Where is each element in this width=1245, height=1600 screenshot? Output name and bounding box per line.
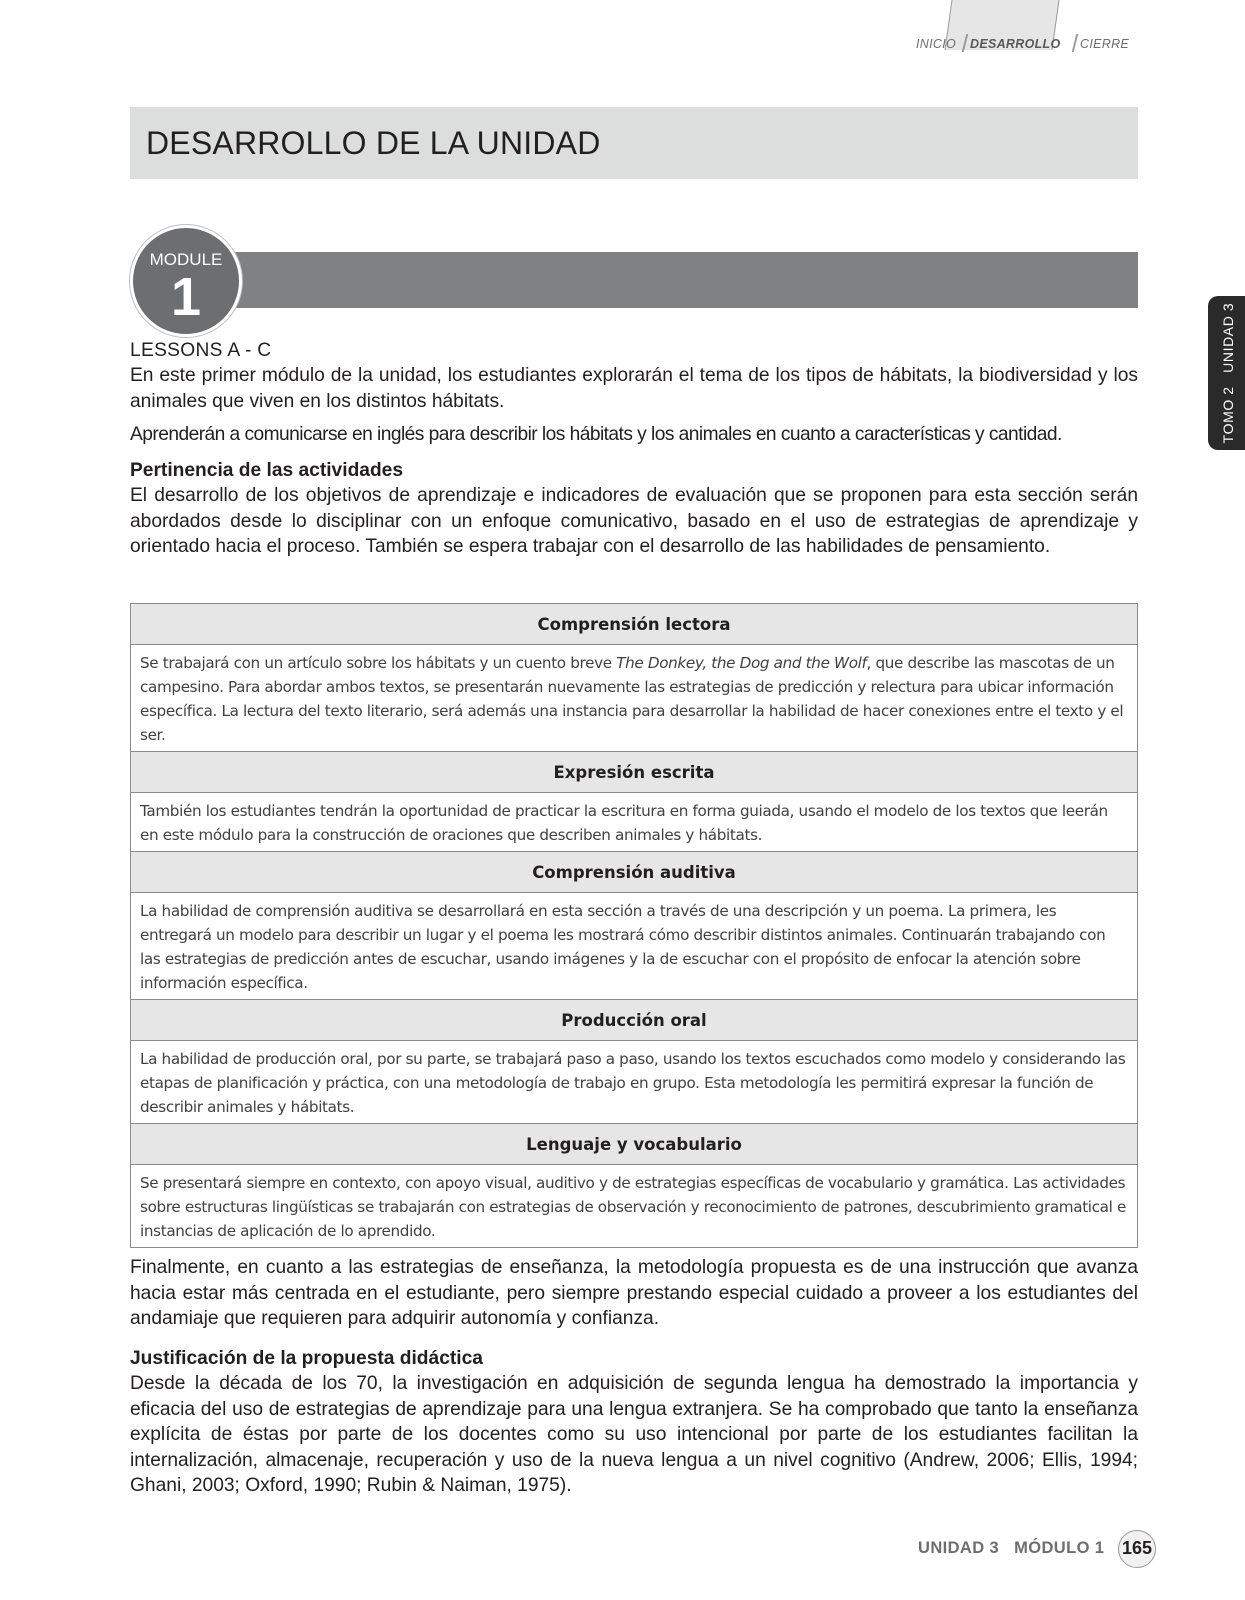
- skill-heading-produccion-oral: Producción oral: [131, 1000, 1137, 1041]
- module-badge: [130, 225, 242, 337]
- lessons-paragraph-2: Aprenderán a comunicarse en inglés para describir los hábitats y los animales en cuanto a características y cantidad.: [130, 424, 1062, 445]
- lessons-paragraph-1: En este primer módulo de la unidad, los estudiantes explorarán el tema de los tipos de hábitats, la biodiversidad y los animales que viven en los distintos hábitats.: [130, 365, 1138, 412]
- volume-unit-label: TOMO 2 UNIDAD 3: [1220, 302, 1236, 444]
- justificacion-body: Desde la década de los 70, la investigación en adquisición de segunda lengua ha demostrado la importancia y eficacia del uso de estrategias de aprendizaje para una lengua extranjera. Se ha comprobado que tanto la enseñanza explícita de éstas por parte de los docentes como su uso intencional por parte de los estudiantes facilitan la internalización, almacenaje, recuperación y uso de la nueva lengua a un nivel cognitivo (Andrew, 2006; Ellis, 1994; Ghani, 2003; Oxford, 1990; Rubin & Naiman, 1975).: [130, 1373, 1138, 1496]
- nav-separator: [1072, 34, 1078, 52]
- skill-text-part: Se trabajará con un artículo sobre los hábitats y un cuento breve: [140, 654, 617, 672]
- skill-heading-comprension-auditiva: Comprensión auditiva: [131, 852, 1137, 893]
- volume-unit-tab: [1208, 296, 1245, 450]
- skill-text-lenguaje-vocabulario: Se presentará siempre en contexto, con apoyo visual, auditivo y de estrategias específicas de vocabulario y gramática. Las actividades sobre estructuras lingüísticas se trabajarán con estrategias de observación y reconocimiento de patrones, descubrimiento gramatical e instancias de aplicación de lo aprendido.: [140, 1174, 1126, 1240]
- module-number: 1: [170, 267, 202, 327]
- justificacion-section: [130, 1346, 1138, 1499]
- skill-text-comprension-lectora: [131, 645, 1137, 752]
- lessons-heading: LESSONS A - C: [130, 340, 272, 361]
- nav-item-desarrollo[interactable]: DESARROLLO: [970, 37, 1061, 51]
- skill-text-comprension-auditiva: La habilidad de comprensión auditiva se desarrollará en esta sección a través de una descripción y un poema. La primera, les entregará un modelo para describir un lugar y el poema les mostrará cómo describir distintos animales. Continuarán trabajando con las estrategias de predicción antes de escuchar, usando imágenes y la de escuchar con el propósito de enfocar la atención sobre información específica.: [131, 893, 1137, 1000]
- nav-item-inicio[interactable]: INICIO: [916, 37, 956, 51]
- nav-item-cierre[interactable]: CIERRE: [1080, 37, 1130, 51]
- story-title: The Donkey, the Dog and the Wolf: [616, 654, 867, 672]
- skill-text-produccion-oral: La habilidad de producción oral, por su parte, se trabajará paso a paso, usando los textos escuchados como modelo y considerando las etapas de planificación y práctica, con una metodología de trabajo en grupo. Esta metodología les permitirá expresar la función de describir animales y hábitats.: [131, 1041, 1137, 1124]
- closing-section: [130, 1255, 1138, 1332]
- closing-paragraph: Finalmente, en cuanto a las estrategias de enseñanza, la metodología propuesta es de una instrucción que avanza hacia estar más centrada en el estudiante, pero siempre prestando especial cuidado a proveer a los estudiantes del andamiaje que requieren para adquirir autonomía y confianza.: [130, 1257, 1138, 1329]
- module-word: MODULE: [149, 250, 223, 269]
- section-nav: [900, 0, 1140, 58]
- page-title-bar: [130, 107, 1138, 179]
- page-number: 165: [1118, 1530, 1156, 1568]
- pertinencia-body: El desarrollo de los objetivos de aprendizaje e indicadores de evaluación que se proponen para esta sección serán abordados desde lo disciplinar con un enfoque comunicativo, basado en el uso de estrategias de aprendizaje y orientado hacia el proceso. También se espera trabajar con el desarrollo de las habilidades de pensamiento.: [130, 485, 1138, 557]
- skill-heading-comprension-lectora: Comprensión lectora: [131, 604, 1137, 645]
- skills-table: [130, 603, 1138, 1248]
- skill-heading-lenguaje-vocabulario: Lenguaje y vocabulario: [131, 1124, 1137, 1165]
- page-title: DESARROLLO DE LA UNIDAD: [146, 125, 601, 161]
- skill-heading-expresion-escrita: Expresión escrita: [131, 752, 1137, 793]
- page-footer: [918, 1530, 1158, 1568]
- footer-unit-module: UNIDAD 3 MÓDULO 1: [918, 1539, 1105, 1557]
- skill-text-expresion-escrita: También los estudiantes tendrán la oportunidad de practicar la escritura en forma guiada, usando el modelo de los textos que leerán en este módulo para la construcción de oraciones que describen animales y hábitats.: [131, 793, 1137, 852]
- pertinencia-section: [130, 458, 1138, 560]
- pertinencia-heading: Pertinencia de las actividades: [130, 460, 404, 481]
- skill-text-part: , que describe las mascotas de un campesino. Para abordar ambos textos, se presentarán nuevamente las estrategias de predicción y relectura para ubicar información específica. La lectura del texto literario, será además una instancia para desarrollar la habilidad de hacer conexiones entre el texto y el ser.: [140, 654, 1124, 744]
- module-header-bar: [200, 252, 1138, 308]
- lessons-section: [130, 338, 1138, 448]
- justificacion-heading: Justificación de la propuesta didáctica: [130, 1348, 483, 1369]
